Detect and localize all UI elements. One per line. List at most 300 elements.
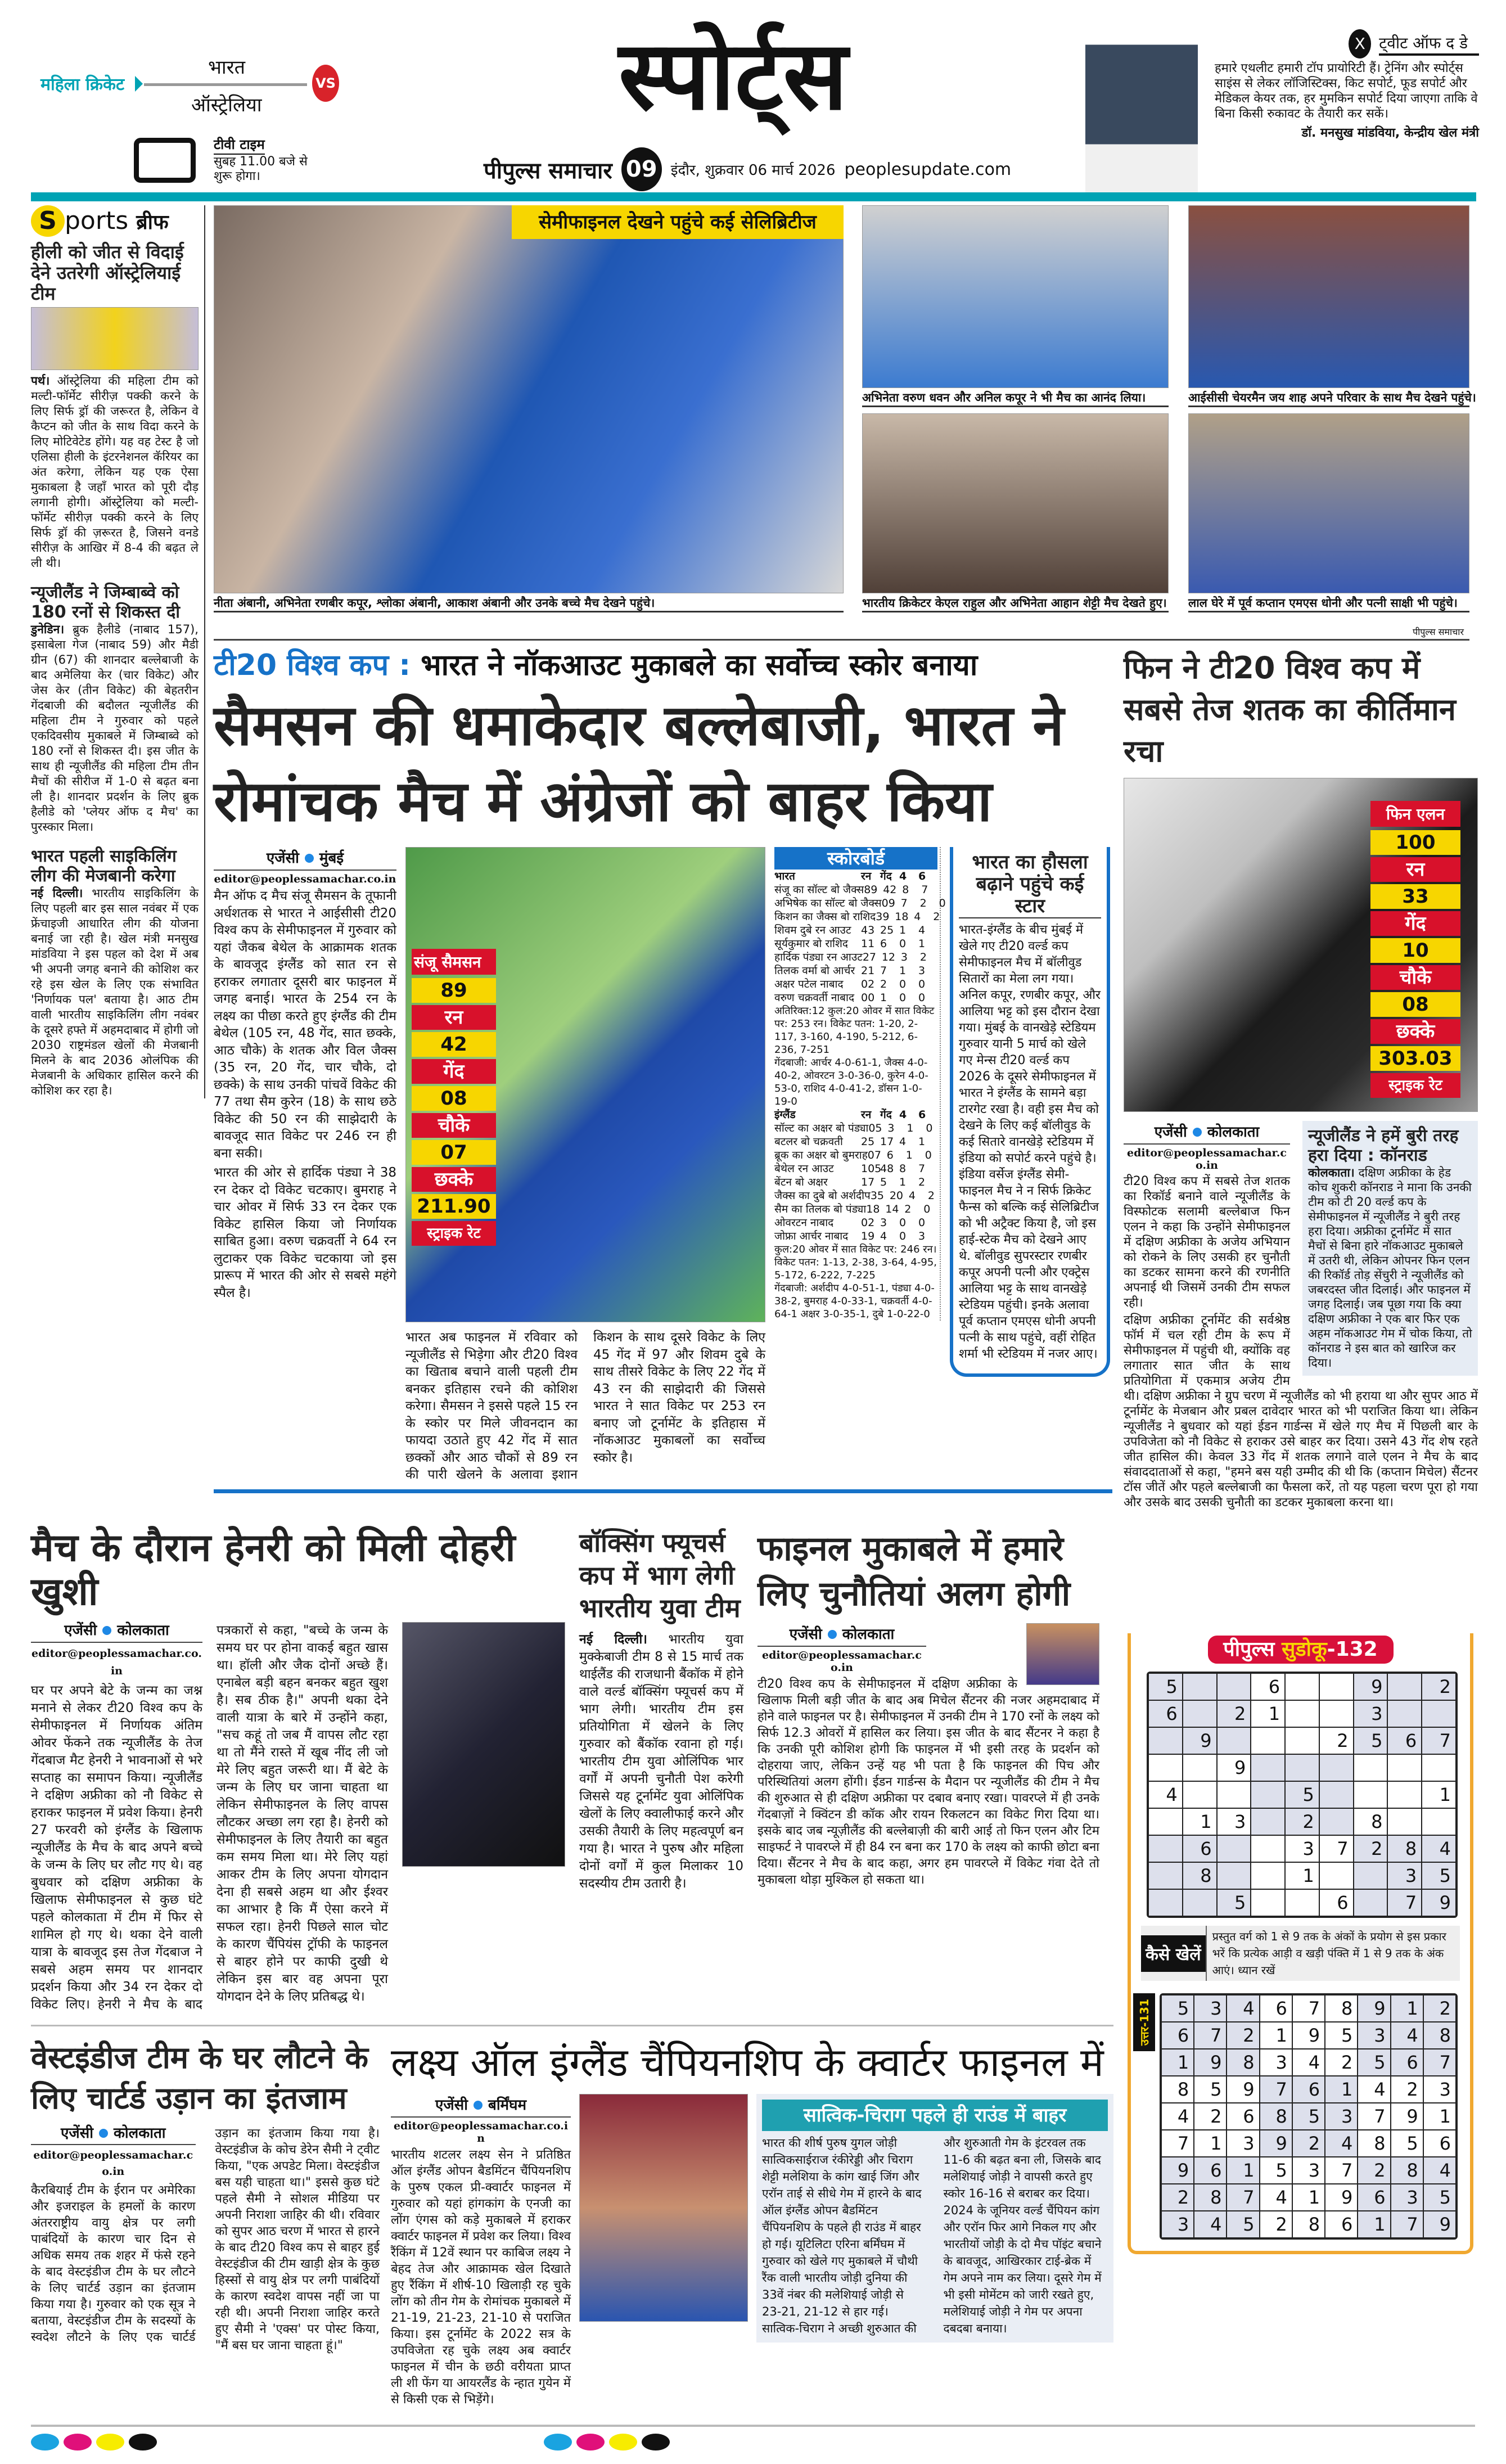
black-dot-icon	[642, 2434, 670, 2451]
solution-cell: 2	[1358, 2157, 1390, 2184]
lead-para: भारत की ओर से हार्दिक पंड्या ने 38 रन देकर दो विकेट चटकाए। बुमराह ने चार ओवर में सिर्फ 33 रन देकर एक विकेट हासिल किया जो निर्णायक साबित हुआ। वरुण चक्रवर्ती ने 64 रन लुटाकर एक विकेट चटकाया जो इस प्रारूप में भारत की ओर से सबसे महंगे स्पैल है।	[214, 1165, 396, 1300]
sudoku-cell	[1319, 1673, 1354, 1700]
stars-box-title: भारत का हौसला बढ़ाने पहुंचे कई स्टार	[959, 852, 1101, 918]
solution-cell: 2	[1161, 2184, 1194, 2211]
batter-row: संजू का सॉल्ट बो जैक्स 89 42 8 7	[774, 884, 928, 896]
solution-cell: 6	[1358, 2184, 1390, 2211]
solution-cell: 6	[1292, 2076, 1325, 2103]
gallery-banner: सेमीफाइनल देखने पहुंचे कई सेलिब्रिटीज	[512, 205, 844, 239]
sudoku-cell	[1422, 1754, 1456, 1781]
final-headline: फाइनल मुकाबले में हमारे लिए चुनौतियां अलग होगी	[757, 1529, 1071, 1614]
solution-cell: 9	[1227, 2076, 1259, 2103]
photo-caption: आईसीसी चेयरमैन जय शाह अपने परिवार के साथ मैच देखने पहुंचे।	[1188, 390, 1469, 407]
stars-box	[950, 847, 1110, 1377]
jay-shah-photo	[1188, 205, 1469, 388]
sudoku-cell: 6	[1148, 1700, 1183, 1727]
sudoku-cell: 7	[1319, 1835, 1354, 1862]
batter-row: सूर्यकुमार बो राशिद 11 6 0 1	[774, 938, 926, 950]
solution-cell: 9	[1423, 2211, 1456, 2238]
sudoku-cell	[1285, 1673, 1319, 1700]
sudoku-cell	[1285, 1700, 1319, 1727]
solution-cell: 9	[1358, 1995, 1390, 2022]
finn-allen-photo	[1124, 778, 1478, 1112]
player-name: फिन एलन	[1370, 801, 1460, 827]
photo-caption: भारतीय क्रिकेटर केएल राहुल और अभिनेता आहान शेट्टी मैच देखते हुए।	[862, 595, 1169, 612]
sudoku-cell	[1217, 1727, 1251, 1754]
lakshya-story: लक्ष्य ऑल इंग्लैंड चैंपियनशिप के क्वार्टर फाइनल में एजेंसी बर्मिंघम editor@peoplessamachar.co.in भारतीय शटलर लक्ष्य सेन ने प्रतिष्ठित ऑल इंग्लैंड ओपन बैडमिंटन चैंपियनशिप के पुरुष एकल प्री-क्वार्टर फाइनल में गुरुवार को यहां हांगकांग के एनजी का लोंग एंगस को कड़े मुकाबले में हराकर क्वार्टर फाइनल में प्रवेश कर लिया। विश्व रैंकिंग में 12वें स्थान पर काबिज लक्ष्य ने बेहद तेज और आक्रामक खेल दिखाते हुए रैंकिंग में शीर्ष-10 खिलाड़ी रह चुके लोंग को तीन गेम के रोमांचक मुकाबले में 21-19, 21-23, 21-10 से पराजित किया। इस टूर्नामेंट के 2022 सत्र के उपविजेता रह चुके लक्ष्य अब क्वार्टर फाइनल में चीन के छठी वरीयता प्राप्त ली शी फेंग या आयरलैंड के न्हात गुयेन में से किसी एक से भिड़ेंगे। सात्विक-चिराग पहले ही राउंड में बाहर भारत की शीर्ष पुरुष युगल जोड़ी सात्विकसाईराज रंकीरेड्डी और चिराग शेट्टी मलेशिया के कांग खाई जिंग और एरॉन ताई से सीधे गेम में हारने के बाद ऑल इंग्लैंड ओपन बैडमिंटन चैंपियनशिप के पहले ही राउंड में बाहर हो गई। यूटिलिटा एरिना बर्मिंघम में गुरुवार को खेले गए मुकाबले में चौथी रैंक वाली भारतीय जोड़ी दुनिया की 33वें नंबर की मलेशियाई जोड़ी से 23-21, 21-12 से हार गई। सात्विक-चिराग ने अच्छी शुरुआत की और शुरुआती गेम के इंटरवल तक 11-6 की बढ़त बना ली, जिसके बाद मलेशियाई जोड़ी ने वापसी करते हुए स्कोर 16-16 से बराबर कर दिया। 2024 के जूनियर वर्ल्ड चैंपियन कांग और एरॉन फिर आगे निकल गए और भारतीयों जोड़ी के दो मैच पॉइंट बचाने के बावजूद, आखिरकार टाई-ब्रेक में गेम अपने नाम कर लिया। दूसरे गेम में भी इसी मोमेंटम को जारी रखते हुए, मलेशियाई जोड़ी ने गेम पर अपना दबदबा बनाया।	[391, 2038, 1113, 2408]
sudoku-cell: 6	[1251, 1673, 1285, 1700]
registration-marks	[31, 2434, 161, 2453]
finn-stats: फिन एलन 100 रन 33 गेंद 10 चौके 08 छक्के 303.03 स्ट्राइक रेट	[1370, 801, 1460, 1100]
sudoku-cell	[1251, 1862, 1285, 1889]
solution-cell: 8	[1161, 2076, 1194, 2103]
editor-email[interactable]: editor@peoplessamachar.co.in	[1127, 1147, 1287, 1172]
solution-cell: 8	[1194, 2184, 1227, 2211]
sudoku-cell: 3	[1285, 1835, 1319, 1862]
photo-caption: अभिनेता वरुण धवन और अनिल कपूर ने भी मैच का आनंद लिया।	[862, 390, 1169, 407]
solution-cell: 5	[1423, 2184, 1456, 2211]
solution-cell: 6	[1161, 2022, 1194, 2049]
samson-stats: संजू सैमसन 89 रन 42 गेंद 08 चौके 07 छक्के 211.90 स्ट्राइक रेट	[412, 949, 496, 1246]
section-title: स्पोर्ट्स	[619, 20, 848, 132]
solution-cell: 9	[1194, 2049, 1227, 2076]
solution-cell: 1	[1194, 2130, 1227, 2157]
page-number: 09	[621, 147, 662, 191]
solution-cell: 3	[1227, 2130, 1259, 2157]
brief-1-body: ऑस्ट्रेलिया की महिला टीम को मल्टी-फॉर्मेट सीरीज़ पक्की करने के लिए सिर्फ ड्रॉ की जरूरत है, लेकिन वे कैप्टन को जीत के साथ विदा करने के लिए मोटिवेटेड होंगे। यह वह टेस्ट है जो एलिसा हीली के इंटरनेशनल कॅरियर का अंत करेगा, लेकिन यह एक ऐसा मुकाबला है जहाँ भारत को पूरी दौड़ लगानी होगी। ऑस्ट्रेलिया को मल्टी-फॉर्मेट सीरीज़ पक्की करने के लिए सिर्फ ड्रॉ की ज़रूरत है, जिसने वनडे सीरीज़ के आखिर में 8-4 की बढ़त ले ली थी।	[31, 374, 199, 570]
solution-cell: 4	[1227, 1995, 1259, 2022]
sudoku-cell	[1354, 1754, 1388, 1781]
scoreboard-header: इंग्लैंड रन गेंद 4 6	[774, 1109, 926, 1121]
solution-cell: 1	[1292, 2184, 1325, 2211]
cyan-dot-icon	[31, 2434, 59, 2451]
solution-cell: 7	[1292, 1995, 1325, 2022]
sudoku-cell	[1422, 1808, 1456, 1835]
sudoku-cell	[1251, 1781, 1285, 1808]
boxing-story: बॉक्सिंग फ्यूचर्स कप में भाग लेगी भारतीय युवा टीम नई दिल्ली। भारतीय युवा मुक्केबाजी टीम 8 से 15 मार्च तक थाईलैंड की राजधानी बैंकॉक में होने वाले वर्ल्ड बॉक्सिंग फ्यूचर्स कप में भाग लेगी। भारतीय टीम इस प्रतियोगिता में खेलने के लिए गुरुवार को बैंकॉक रवाना हो गई। भारतीय टीम युवा ओलिंपिक भार वर्गों में अपनी चुनौती पेश करेगी जिससे यह टूर्नामेंट युवा ओलिंपिक खेलों के लिए क्वालीफाई करने और उसकी तैयारी के लिए महत्वपूर्ण बन गया है। भारत ने पुरुष और महिला दोनों वर्गों में कुल मिलाकर 10 सदस्यीय टीम उतारी है।	[579, 1528, 743, 1891]
lower-left	[31, 1526, 1113, 2408]
solution-cell: 5	[1161, 1995, 1194, 2022]
sudoku-cell: 5	[1285, 1781, 1319, 1808]
boxing-headline: बॉक्सिंग फ्यूचर्स कप में भाग लेगी भारतीय युवा टीम	[579, 1528, 741, 1623]
conrad-title: न्यूजीलैंड ने हमें बुरी तरह हरा दिया : कॉनराड	[1308, 1126, 1459, 1165]
sudoku-cell: 8	[1183, 1862, 1217, 1889]
lead-story-col1: एजेंसी मुंबई editor@peoplessamachar.co.in मैन ऑफ द मैच संजू सैमसन के तूफानी अर्धशतक से भारत ने आईसीसी टी20 विश्व कप के सेमीफाइनल में गुरुवार को यहां जैकब बेथेल के आक्रामक शतक के बावजूद इंग्लैंड को सात रन से हराकर लगातार दूसरी बार फाइनल में जगह बनाई। भारत के 254 रन के लक्ष्य का पीछा करते हुए इंग्लैंड की टीम बेथेल (105 रन, 48 गेंद, सात छक्के, आठ चौके) के शतक और विल जैक्स (35 रन, 20 गेंद, चार चौके, दो छक्के) के साथ उनकी पांचवें विकेट की 77 तथा सैम कुरेन (18) के साथ छठे विकेट की 50 रन की साझेदारी के बावजूद सात विकेट पर 246 रन ही बना सकी। भारत की ओर से हार्दिक पंड्या ने 38 रन देकर दो विकेट चटकाए। बुमराह ने चार ओवर में सिर्फ 33 रन देकर एक विकेट हासिल किया जो निर्णायक साबित हुआ। वरुण चक्रवर्ती ने 64 रन लुटाकर एक विकेट चटकाया जो इस प्रारूप में भारत की ओर से सबसे महंगे स्पैल है।	[214, 847, 396, 1304]
stars-box-body: भारत-इंग्लैंड के बीच मुंबई में खेले गए टी20 वर्ल्ड कप सेमीफाइनल मैच में बॉलीवुड सितारों का मेला लग गया। अनिल कपूर, रणबीर कपूर, और आलिया भट्ट को इस दौरान देखा गया। मुंबई के वानखेड़े स्टेडियम गुरुवार यानी 5 मार्च को खेले गए मेन्स टी20 वर्ल्ड कप 2026 के दूसरे सेमीफाइनल में भारत ने इंग्लैंड के सामने बड़ा टारगेट रखा है। वही इस मैच को देखने के लिए कई बॉलीवुड के कई सितारे वानखेड़े स्टेडियम में इंडिया को सपोर्ट करने पहुंचे है। इंडिया वर्सेज इंग्लैंड सेमी-फाइनल मैच ने न सिर्फ क्रिकेट फैन्स को बल्कि कई सेलिब्रिटीज को भी अट्रैक्ट किया है, जो इस हाई-स्टेक मैच को देखने आए थे. बॉलीवुड सुपरस्टार रणबीर कपूर अपनी पत्नी और एक्ट्रेस आलिया भट्ट के साथ वानखेड़े स्टेडियम पहुंची। इनके अलावा पूर्व कप्तान एमएस धोनी अपनी पत्नी के साथ पहुंचे, वहीं रोहित शर्मा भी स्टेडियम में नजर आए।	[959, 923, 1101, 1362]
solution-cell: 8	[1260, 2103, 1292, 2130]
final-body: टी20 विश्व कप के सेमीफाइनल में दक्षिण अफ्रीका के खिलाफ मिली बड़ी जीत के बाद अब मिचेल सैंटनर की नजर अहमदाबाद में होने वाले फाइनल पर है। सेमीफाइनल में उनकी टीम ने 170 रनों के लक्ष्य को सिर्फ 12.3 ओवरों में हासिल कर लिया। इस जीत के बाद सैंटनर ने कहा है कि उनकी पूरी कोशिश होगी कि फाइनल में भी इसी तरह के प्रदर्शन को दोहराया जाए, लेकिन उन्हें यह भी पता है कि फाइनल की पिच और परिस्थितियां अलग होंगी। ईडन गार्डन्स के मैदान पर न्यूजीलैंड की टीम ने मैच की शुरुआत से ही दक्षिण अफ्रीका पर दबाव बनाए रखा। पावरप्ले में ही उनके गेंदबाज़ों ने क्विंटन डी कॉक और रायन रिकलटन का विकेट गिरा दिया था। इसके बाद जब न्यूज़ीलैंड की बल्लेबाज़ी की बारी आई तो फिन एलन और टिम साइफर्ट ने पावरप्ले में ही 84 रन बना कर 170 के लक्ष्य को काफी छोटा बना दिया। सैंटनर ने मैच के बाद कहा, अगर हम पावरप्ले में विकेट गंवा देते तो मुकाबला थोड़ा मुश्किल हो सकता था।	[757, 1677, 1099, 1887]
sudoku-cell: 1	[1285, 1862, 1319, 1889]
bowling-summary: गेंदबाजी: आर्चर 4-0-61-1, जैक्स 4-0-40-2, ओवरटन 3-0-36-0, कुरेन 4-0-53-0, राशिद 4-0-41-2, डॉसन 1-0-19-0	[774, 1057, 928, 1107]
healy-photo	[31, 307, 199, 370]
finn-area	[1124, 647, 1478, 1512]
solution-cell: 3	[1423, 2076, 1456, 2103]
sudoku-cell	[1183, 1781, 1217, 1808]
solution-cell: 4	[1423, 2157, 1456, 2184]
windies-body: कैरबियाई टीम के ईरान पर अमेरिका और इजराइल के हमलों के कारण अंतरराष्ट्रीय वायु क्षेत्र पर लगी पाबंदियों के कारण चार दिन से अधिक समय तक शहर में फंसे रहने के बाद वेस्टइंडीज टीम के घर लौटने के लिए चार्टर्ड उड़ान का इंतजाम किया गया है। गुरुवार को एक सूत्र ने बताया, वेस्टइंडीज टीम के सदस्यों के स्वदेश लौटने के लिए एक चार्टर्ड उड़ान का इंतजाम किया गया है। वेस्टइंडीज के कोच डेरेन सैमी ने ट्वीट किया, "एक अपडेट मिला। वेस्टइंडीज बस यही चाहता था।" इससे कुछ घंटे पहले सैमी ने सोशल मीडिया पर अपनी निराशा जाहिर की थी। रविवार को सुपर आठ चरण में भारत से हारने के बाद टी20 विश्व कप से बाहर हुई वेस्टइंडीज की टीम खाड़ी क्षेत्र के कुछ हिस्सों से वायु क्षेत्र पर लगी पाबंदियों के कारण स्वदेश वापस नहीं जा पा रही थी। अपनी निराशा जाहिर करते हुए सैमी ने 'एक्स' पर पोस्ट किया, "मैं बस घर जाना चाहता हूं।"	[31, 2127, 380, 2353]
x-logo-icon: X	[1349, 29, 1371, 58]
sudoku-cell	[1148, 1754, 1183, 1781]
sudoku-panel	[1128, 1633, 1473, 2254]
solution-cell: 7	[1358, 2103, 1390, 2130]
sudoku-cell: 2	[1354, 1835, 1388, 1862]
celebrity-main-photo	[214, 205, 844, 593]
team1-label: भारत	[208, 56, 245, 79]
sudoku-cell	[1148, 1835, 1183, 1862]
solution-cell: 1	[1358, 2211, 1390, 2238]
tweet-text: हमारे एथलीट हमारी टॉप प्रायोरिटी हैं। ट्रेनिंग और स्पोर्ट्स साइंस से लेकर लॉजिस्टिक्स, किट सपोर्ट, फूड सपोर्ट और मेडिकल केयर तक, हर मुमकिन सपोर्ट दिया जाएगा ताकि वे बिना किसी रुकावट के तैयारी कर सकें।	[1215, 61, 1478, 121]
conrad-box: न्यूजीलैंड ने हमें बुरी तरह हरा दिया : कॉनराड कोलकाता। दक्षिण अफ्रीका के हेड कोच शुकरी कॉनराड ने माना कि उनकी टीम को टी 20 वर्ल्ड कप के सेमीफाइनल में न्यूजीलैंड ने बुरी तरह हरा दिया। अफ्रीका टूर्नामेंट में सात मैचों से बिना हारे नॉकआउट मुकाबले में उतरी थी, लेकिन ओपनर फिन एलन की रिकॉर्ड तोड़ सेंचुरी ने न्यूजीलैंड को जबरदस्त जीत दिलाई। और फाइनल में जगह दिलाई। जब पूछा गया कि क्या दक्षिण अफ्रीका ने एक बार फिर एक अहम नॉकआउट गेम में चोक किया, तो कॉनराड ने इस बात को खारिज कर दिया।	[1302, 1121, 1478, 1376]
brief-1-title: हीली को जीत से विदाई देने उतरेगी ऑस्ट्रेलियाई टीम	[31, 241, 184, 304]
solution-cell: 7	[1161, 2130, 1194, 2157]
sudoku-cell	[1217, 1862, 1251, 1889]
solution-cell: 4	[1292, 2049, 1325, 2076]
tv-time: सुबह 11.00 बजे से शुरू होगा।	[214, 155, 308, 183]
final-story: फाइनल मुकाबले में हमारे लिए चुनौतियां अलग होगी एजेंसी कोलकाता editor@peoplessamachar.co.in टी20 विश्व कप के सेमीफाइनल में दक्षिण अफ्रीका के खिलाफ मिली बड़ी जीत के बाद अब मिचेल सैंटनर की नजर अहमदाबाद में होने वाले फाइनल पर है। सेमीफाइनल में उनकी टीम ने 170 रनों के लक्ष्य को सिर्फ 12.3 ओवरों में हासिल कर लिया। इस जीत के बाद सैंटनर ने कहा है कि उनकी पूरी कोशिश होगी कि फाइनल में भी इसी तरह के प्रदर्शन को दोहराया जाए, लेकिन उन्हें यह भी पता है कि फाइनल की पिच और परिस्थितियां अलग होंगी। ईडन गार्डन्स के मैदान पर न्यूजीलैंड की टीम ने मैच की शुरुआत से ही दक्षिण अफ्रीका पर दबाव बनाए रखा। पावरप्ले में ही उनके गेंदबाज़ों ने क्विंटन डी कॉक और रायन रिकलटन का विकेट गिरा दिया था। इसके बाद जब न्यूज़ीलैंड की बल्लेबाज़ी की बारी आई तो फिन एलन और टिम साइफर्ट ने पावरप्ले में ही 84 रन बना कर 170 के लक्ष्य को काफी छोटा बना दिया। सैंटनर ने मैच के बाद कहा, अगर हम पावरप्ले में विकेट गंवा देते तो मुकाबला थोड़ा मुश्किल हो सकता था।	[757, 1526, 1099, 1888]
sudoku-cell	[1387, 1808, 1422, 1835]
solution-cell: 1	[1227, 2157, 1259, 2184]
tweet-title: ट्वीट ऑफ द डे	[1379, 32, 1479, 56]
solution-cell: 4	[1391, 2022, 1423, 2049]
sudoku-cell: 3	[1387, 1862, 1422, 1889]
sudoku-cell: 7	[1422, 1727, 1456, 1754]
top-band	[31, 205, 1478, 1512]
lakshya-headline: लक्ष्य ऑल इंग्लैंड चैंपियनशिप के क्वार्टर फाइनल में	[391, 2039, 1104, 2086]
tweet-author: डॉ. मनसुख मांडविया, केन्द्रीय खेल मंत्री	[1301, 126, 1479, 140]
lead-para: भारत अब फाइनल में रविवार को न्यूजीलैंड से भिड़ेगा और टी20 विश्व का खिताब बचाने वाली पहली टीम बनकर इतिहास रचने की कोशिश करेगा। सैमसन ने इससे पहले 15 रन के स्कोर पर मिले जीवनदान का फायदा उठाते हुए 42 गेंद में सात छक्कों और आठ चौकों से 89 रन की पारी खेलने के अलावा इशान किशन के साथ दूसरे विकेट के लिए 45 गेंद में 97 और शिवम दुबे के साथ तीसरे विकेट के लिए 22 गेंद में 43 रन की साझेदारी की जिससे भारत ने सात विकेट पर 253 रन बनाए जो टूर्नामेंट के इतिहास में नॉकआउट मुकाबलों का सर्वोच्च स्कोर है।	[405, 1330, 765, 1482]
cyan-dot-icon	[544, 2434, 572, 2451]
windies-story: वेस्टइंडीज टीम के घर लौटने के लिए चार्टर्ड उड़ान का इंतजाम एजेंसी कोलकाता editor@peoplessamachar.co.in कैरबियाई टीम के ईरान पर अमेरिका और इजराइल के हमलों के कारण अंतरराष्ट्रीय वायु क्षेत्र पर लगी पाबंदियों के कारण चार दिन से अधिक समय तक शहर में फंसे रहने के बाद वेस्टइंडीज टीम के घर लौटने के लिए चार्टर्ड उड़ान का इंतजाम किया गया है। गुरुवार को एक सूत्र ने बताया, वेस्टइंडीज टीम के सदस्यों के स्वदेश लौटने के लिए एक चार्टर्ड उड़ान का इंतजाम किया गया है। वेस्टइंडीज के कोच डेरेन सैमी ने ट्वीट किया, "एक अपडेट मिला। वेस्टइंडीज बस यही चाहता था।" इससे कुछ घंटे पहले सैमी ने सोशल मीडिया पर अपनी निराशा जाहिर की थी। रविवार को सुपर आठ चरण में भारत से हारने के बाद टी20 विश्व कप से बाहर हुई वेस्टइंडीज की टीम खाड़ी क्षेत्र के कुछ हिस्सों से वायु क्षेत्र पर लगी पाबंदियों के कारण स्वदेश वापस नहीं जा पा रही थी। अपनी निराशा जाहिर करते हुए सैमी ने 'एक्स' पर पोस्ट किया, "मैं बस घर जाना चाहता हूं।"	[31, 2038, 380, 2354]
vs-badge: VS	[312, 65, 339, 102]
solution-cell: 3	[1194, 1995, 1227, 2022]
editor-email[interactable]: editor@peoplessamachar.co.in	[762, 1649, 922, 1674]
sudoku-cell: 2	[1217, 1700, 1251, 1727]
black-dot-icon	[129, 2434, 157, 2451]
lakshya-body: भारतीय शटलर लक्ष्य सेन ने प्रतिष्ठित ऑल इंग्लैंड ओपन बैडमिंटन चैंपियनशिप के पुरुष एकल प्री-क्वार्टर फाइनल में गुरुवार को यहां हांगकांग के एनजी का लोंग एंगस को कड़े मुकाबले में हराकर क्वार्टर फाइनल में प्रवेश कर लिया। विश्व रैंकिंग में 12वें स्थान पर काबिज लक्ष्य ने बेहद तेज और आक्रामक खेल दिखाते हुए रैंकिंग में शीर्ष-10 खिलाड़ी रह चुके लोंग को तीन गेम के रोमांचक मुकाबले में 21-19, 21-23, 21-10 से पराजित किया। इस टूर्नामेंट के 2022 सत्र के उपविजेता रह चुके लक्ष्य अब क्वार्टर फाइनल में चीन के छठी वरीयता प्राप्त ली शी फेंग या आयरलैंड के न्हात गुयेन में से किसी एक से भिड़ेंगे।	[391, 2148, 571, 2407]
solution-cell: 3	[1325, 2103, 1358, 2130]
sudoku-cell: 5	[1354, 1727, 1388, 1754]
varun-anil-photo	[862, 205, 1169, 388]
sudoku-cell: 6	[1387, 1727, 1422, 1754]
batter-row: सॉल्ट का अक्षर बो पंड्या 05 3 1 0	[774, 1122, 933, 1134]
batter-row: बेथेल रन आउट 105 48 8 7	[774, 1163, 926, 1175]
lower-band	[31, 1526, 1475, 2408]
sudoku-cell	[1251, 1835, 1285, 1862]
sudoku-cell: 5	[1217, 1889, 1251, 1916]
sudoku-cell	[1183, 1889, 1217, 1916]
solution-cell: 3	[1391, 2184, 1423, 2211]
lower-row-1	[31, 1526, 1113, 2013]
sudoku-cell: 9	[1217, 1754, 1251, 1781]
sudoku-cell: 7	[1387, 1889, 1422, 1916]
lead-area	[214, 647, 1112, 1493]
solution-cell: 9	[1391, 2103, 1423, 2130]
editor-email[interactable]: editor@peoplessamachar.co.in	[214, 873, 396, 885]
batter-row: सैम का तिलक बो पंड्या 18 14 2 0	[774, 1203, 931, 1215]
dhoni-photo	[1188, 413, 1469, 593]
yellow-dot-icon	[609, 2434, 637, 2451]
sudoku-cell	[1319, 1862, 1354, 1889]
batter-row: बेंटन बो अक्षर 17 5 1 2	[774, 1176, 926, 1188]
solution-cell: 7	[1194, 2022, 1227, 2049]
dot-icon	[305, 854, 314, 863]
sudoku-cell	[1148, 1889, 1183, 1916]
solution-cell: 9	[1292, 2022, 1325, 2049]
dot-icon	[1193, 1128, 1202, 1137]
solution-cell: 5	[1194, 2076, 1227, 2103]
sudoku-cell: 4	[1148, 1781, 1183, 1808]
sudoku-cell: 5	[1148, 1673, 1183, 1700]
solution-cell: 4	[1194, 2211, 1227, 2238]
satvik-box-body: भारत की शीर्ष पुरुष युगल जोड़ी सात्विकसाईराज रंकीरेड्डी और चिराग शेट्टी मलेशिया के कांग खाई जिंग और एरॉन ताई से सीधे गेम में हारने के बाद ऑल इंग्लैंड ओपन बैडमिंटन चैंपियनशिप के पहले ही राउंड में बाहर हो गई। यूटिलिटा एरिना बर्मिंघम में गुरुवार को खेले गए मुकाबले में चौथी रैंक वाली भारतीय जोड़ी दुनिया की 33वें नंबर की मलेशियाई जोड़ी से 23-21, 21-12 से हार गई। सात्विक-चिराग ने अच्छी शुरुआत की और शुरुआती गेम के इंटरवल तक 11-6 की बढ़त बना ली, जिसके बाद मलेशियाई जोड़ी ने वापसी करते हुए स्कोर 16-16 से बराबर कर दिया। 2024 के जूनियर वर्ल्ड चैंपियन कांग और एरॉन फिर आगे निकल गए और भारतीयों जोड़ी के दो मैच पॉइंट बचाने के बावजूद, आखिरकार टाई-ब्रेक में गेम अपने नाम कर लिया। दूसरे गेम में भी इसी मोमेंटम को जारी रखते हुए, मलेशियाई जोड़ी ने गेम पर अपना दबदबा बनाया।	[762, 2136, 1102, 2336]
sudoku-cell: 3	[1217, 1808, 1251, 1835]
solution-cell: 1	[1423, 2103, 1456, 2130]
sudoku-cell	[1217, 1835, 1251, 1862]
sudoku-title: पीपुल्स सुडोकू-132	[1208, 1636, 1394, 1664]
satvik-box-title: सात्विक-चिराग पहले ही राउंड में बाहर	[762, 2100, 1108, 2131]
batter-row: ब्रूक का अक्षर बो बुमराह 07 6 1 0	[774, 1149, 932, 1161]
solution-cell: 4	[1325, 2130, 1358, 2157]
batter-row: शिवम दुबे रन आउट 43 25 1 4	[774, 924, 926, 936]
solution-cell: 8	[1227, 2049, 1259, 2076]
solution-cell: 5	[1292, 2103, 1325, 2130]
finn-headline: फिन ने टी20 विश्व कप में सबसे तेज शतक का कीर्तिमान रचा	[1124, 650, 1456, 769]
sudoku-cell	[1183, 1754, 1217, 1781]
finn-para: टी20 विश्व कप में सबसे तेज शतक का रिकॉर्ड बनाने वाले न्यूजीलैंड के विस्फोटक सलामी बल्लेबाज फिन एलन ने कहा कि उन्होंने सेमीफाइनल में दक्षिण अफ्रीका के अजेय अभियान को रोकने के लिए उसकी हर चुनौती का डटकर सामना करने की रणनीति अपनाई थी जिसमें उनकी टीम सफल रही।	[1124, 1174, 1290, 1310]
solution-cell: 7	[1227, 2184, 1259, 2211]
scoreboard-title: स्कोरबोर्ड	[774, 847, 937, 870]
sudoku-cell: 2	[1319, 1727, 1354, 1754]
batter-row: जोफ्रा आर्चर नाबाद 19 4 0 3	[774, 1230, 926, 1242]
solution-cell: 6	[1227, 2103, 1259, 2130]
how-to-play	[1141, 1926, 1460, 1981]
sports-brief-column: S ports ब्रीफ हीली को जीत से विदाई देने उतरेगी ऑस्ट्रेलियाई टीम पर्थ। ऑस्ट्रेलिया की महिला टीम को मल्टी-फॉर्मेट सीरीज़ पक्की करने के लिए सिर्फ ड्रॉ की जरूरत है, लेकिन वे कैप्टन को जीत के साथ विदा करने के लिए मोटिवेटेड होंगे। यह वह टेस्ट है जो एलिसा हीली के इंटरनेशनल कॅरियर का अंत करेगा, लेकिन यह एक ऐसा मुकाबला है जहाँ भारत को पूरी दौड़ लगानी होगी। ऑस्ट्रेलिया को मल्टी-फॉर्मेट सीरीज़ पक्की करने के लिए सिर्फ ड्रॉ की ज़रूरत है, जिसने वनडे सीरीज़ के आखिर में 8-4 की बढ़त ले ली थी। न्यूजीलैंड ने जिम्बाब्वे को 180 रनों से शिकस्त दी डुनेडिन। ब्रुक हैलीडे (नाबाद 157), इसाबेला गेज (नाबाद 59) और मैडी ग्रीन (67) की शानदार बल्लेबाजी के बाद अमेलिया केर (चार विकेट) और जेस केर (तीन विकेट) की बेहतरीन गेंदबाजी की बदौलत न्यूजीलैंड की महिला टीम ने गुरुवार को पहले एकदिवसीय मुकाबले में जिम्बाब्वे को 180 रनों से शिकस्त दी। इस जीत के साथ ही न्यूजीलैंड की महिला टीम तीन मैचों की सीरीज में 1-0 से बढ़त बना ली है। शानदार प्रदर्शन के लिए ब्रुक हैलीडे को 'प्लेयर ऑफ द मैच' का पुरस्कार मिला। भारत पहली साइकिलिंग लीग की मेजबानी करेगा नई दिल्ली। भारतीय साइकिलिंग के लिए पहली बार इस साल नवंबर में एक फ्रेंचाइजी आधारित लीग की योजना बनाई जा रही है। खेल मंत्री मनसुख मांडविया ने इस पहल को देश में अब भी अपनी जगह बनाने की कोशिश कर रहे इस खेल के लिए एक संभावित 'निर्णायक पल' बताया है। आठ टीम वाली भारतीय साइकिलिंग लीग नवंबर के दूसरे हफ्ते में अहमदाबाद में होगी जो 2030 राष्ट्रमंडल खेलों की मेजबानी मिलने के बाद 2036 ओलंपिक की मेजबानी के अधिकार हासिल करने की कोशिश कर रहा है।	[31, 205, 205, 1098]
solution-cell: 8	[1423, 2022, 1456, 2049]
solution-cell: 6	[1194, 2157, 1227, 2184]
solution-cell: 7	[1325, 2157, 1358, 2184]
conrad-body: दक्षिण अफ्रीका के हेड कोच शुकरी कॉनराड ने माना कि उनकी टीम को टी 20 वर्ल्ड कप के सेमीफाइनल में न्यूजीलैंड ने बुरी तरह हरा दिया। अफ्रीका टूर्नामेंट में सात मैचों से बिना हारे नॉकआउट मुकाबले में उतरी थी, लेकिन ओपनर फिन एलन की रिकॉर्ड तोड़ सेंचुरी ने न्यूजीलैंड को जबरदस्त जीत दिलाई। और फाइनल में जगह दिलाई। जब पूछा गया कि क्या दक्षिण अफ्रीका ने एक बार फिर एक अहम नॉकआउट गेम में चोक किया, तो कॉनराड ने इस बात को खारिज कर दिया।	[1308, 1166, 1472, 1370]
sudoku-cell	[1217, 1781, 1251, 1808]
solution-cell: 3	[1358, 2022, 1390, 2049]
sudoku-cell: 1	[1422, 1781, 1456, 1808]
dot-icon	[99, 2129, 108, 2138]
magenta-dot-icon	[576, 2434, 605, 2451]
solution-cell: 9	[1161, 2157, 1194, 2184]
solution-cell: 8	[1391, 2157, 1423, 2184]
editor-email[interactable]: editor@peoplessamachar.co.in	[31, 1647, 202, 1678]
matt-henry-photo	[402, 1622, 565, 1867]
scoreboard-header: भारत रन गेंद 4 6	[774, 870, 926, 882]
solution-cell: 2	[1391, 2076, 1423, 2103]
solution-cell: 2	[1292, 2130, 1325, 2157]
solution-cell: 3	[1292, 2157, 1325, 2184]
sports-brief-logo: S ports ब्रीफ	[31, 205, 199, 238]
lower-row-2	[31, 2038, 1113, 2408]
lead-and-finn	[214, 647, 1478, 1512]
solution-cell: 1	[1260, 2022, 1292, 2049]
sudoku-cell: 3	[1354, 1700, 1388, 1727]
solution-cell: 2	[1194, 2103, 1227, 2130]
lakshya-sen-photo	[579, 2094, 748, 2322]
lead-para: मैन ऑफ द मैच संजू सैमसन के तूफानी अर्धशतक से भारत ने आईसीसी टी20 विश्व कप के सेमीफाइनल में गुरुवार को यहां जैकब बेथेल के आक्रामक शतक के बावजूद इंग्लैंड को सात रन से हराकर लगातार दूसरी बार फाइनल में जगह बनाई। भारत के 254 रन के लक्ष्य का पीछा करते हुए इंग्लैंड की टीम बेथेल (105 रन, 48 गेंद, सात छक्के, आठ चौके) के शतक और विल जैक्स (35 रन, 20 गेंद, चार चौके, दो छक्के) के साथ उनकी पांचवें विकेट की 77 तथा सैम कुरेन (18) के साथ छठे विकेट की 50 रन की साझेदारी के बावजूद सात विकेट पर 246 रन ही बना सकी।	[214, 889, 396, 1161]
sudoku-cell	[1251, 1754, 1285, 1781]
batter-row: हार्दिक पंड्या रन आउट 27 12 3 2	[774, 951, 927, 963]
sudoku-cell: 8	[1354, 1808, 1388, 1835]
batter-row: ओवरटन नाबाद 02 3 0 0	[774, 1217, 926, 1229]
solution-cell: 6	[1391, 2049, 1423, 2076]
dot-icon	[102, 1626, 111, 1635]
solution-cell: 7	[1391, 2211, 1423, 2238]
sudoku-cell	[1148, 1727, 1183, 1754]
women-cricket-label: महिला क्रिकेट	[40, 75, 125, 94]
sudoku-cell	[1148, 1808, 1183, 1835]
sudoku-cell	[1422, 1700, 1456, 1727]
solution-cell: 5	[1391, 2130, 1423, 2157]
sudoku-cell	[1319, 1781, 1354, 1808]
dot-icon	[828, 1630, 837, 1639]
brief-2-title: न्यूजीलैंड ने जिम्बाब्वे को 180 रनों से शिकस्त दी	[31, 583, 181, 622]
henry-headline: मैच के दौरान हेनरी को मिली दोहरी खुशी	[31, 1526, 516, 1615]
solution-cell: 4	[1358, 2076, 1390, 2103]
solution-cell: 9	[1260, 2130, 1292, 2157]
sudoku-cell	[1251, 1808, 1285, 1835]
solution-cell: 4	[1260, 2184, 1292, 2211]
solution-cell: 3	[1260, 2049, 1292, 2076]
bowling-summary: गेंदबाजी: अर्शदीप 4-0-51-1, पंड्या 4-0-38-2, बुमराह 4-0-33-1, चक्रवर्ती 4-0-64-1 अक्षर 3-0-35-1, दुबे 1-0-22-0	[774, 1282, 935, 1320]
samson-photo	[405, 847, 765, 1322]
solution-cell: 3	[1161, 2211, 1194, 2238]
sudoku-cell	[1183, 1700, 1217, 1727]
batter-row: जैक्स का दुबे बो अर्शदीप 35 20 4 2	[774, 1190, 935, 1202]
answer-label: उत्तर-131	[1133, 1993, 1155, 2051]
sudoku-cell: 9	[1354, 1673, 1388, 1700]
sudoku-cell	[1148, 1862, 1183, 1889]
sudoku-cell: 6	[1319, 1889, 1354, 1916]
sudoku-cell: 1	[1183, 1808, 1217, 1835]
sudoku-puzzle-grid	[1147, 1672, 1458, 1918]
batter-row: अक्षर पटेल नाबाद 02 2 0 0	[774, 978, 926, 990]
henry-body: घर पर अपने बेटे के जन्म का जश्न मनाने से लेकर टी20 विश्व कप के सेमीफाइनल में निर्णायक अंतिम ओवर फेंकने तक न्यूजीलैंड के तेज गेंदबाज मैट हेनरी ने भावनाओं से भरे सप्ताह का समापन किया। न्यूजीलैंड ने दक्षिण अफ्रीका को नौ विकेट से हराकर फाइनल में प्रवेश किया। हेनरी 27 फरवरी को इंग्लैंड के खिलाफ न्यूजीलैंड के मैच के बाद अपने बच्चे के जन्म के लिए घर लौट गए थे। वह बुधवार को दक्षिण अफ्रीका के खिलाफ सेमीफाइनल से कुछ घंटे पहले कोलकाता में टीम में फिर से शामिल हो गए थे। थका देने वाली यात्रा के बावजूद इस तेज गेंदबाज ने सबसे अहम समय पर शानदार प्रदर्शन किया और 34 रन देकर दो विकेट लिए। हेनरी ने मैच के बाद पत्रकारों से कहा, "बच्चे के जन्म के समय घर पर होना वाकई बहुत खास था। हॉली और जैक दोनों अच्छे हैं। एनाबेल बड़ी बहन बनकर बहुत खुश है। सब ठीक है।" अपनी थका देने वाली यात्रा के बारे में उन्होंने कहा, "सच कहूं तो जब मैं वापस लौट रहा था तो मैंने रास्ते में खूब नींद ली जो मेरे लिए बहुत जरूरी था। मैं बेटे के जन्म के लिए घर जाना चाहता था लेकिन सेमीफाइनल के लिए वापस लौटकर अच्छा लग रहा है। हेनरी को सेमीफाइनल के लिए तैयारी का बहुत कम समय मिला था। मेरे लिए यहां आकर टीम के लिए अपना योगदान देना ही सबसे अहम था और ईश्वर का आभार है कि मैं ऐसा करने में सफल रहा। हेनरी पिछले साल चोट के कारण चैंपियंस ट्रॉफी के फाइनल से बाहर होने पर काफी दुखी थे लेकिन इस बार वह अपना पूरा योगदान देने के लिए प्रतिबद्ध थे।	[31, 1623, 388, 2012]
sudoku-cell	[1319, 1808, 1354, 1835]
lead-headline: सैमसन की धमाकेदार बल्लेबाजी, भारत ने रोमांचक मैच में अंग्रेजों को बाहर किया	[214, 692, 1064, 834]
batter-row: तिलक वर्मा बो आर्चर 21 7 1 3	[774, 965, 926, 977]
sudoku-cell	[1319, 1754, 1354, 1781]
magenta-dot-icon	[64, 2434, 92, 2451]
sudoku-cell	[1319, 1700, 1354, 1727]
sudoku-solution-grid	[1160, 1993, 1458, 2240]
solution-cell: 1	[1391, 1995, 1423, 2022]
solution-cell: 7	[1260, 2076, 1292, 2103]
solution-cell: 7	[1423, 2049, 1456, 2076]
yellow-dot-icon	[96, 2434, 124, 2451]
brief-3-body: भारतीय साइकिलिंग के लिए पहली बार इस साल नवंबर में एक फ्रेंचाइजी आधारित लीग की योजना बनाई जा रही है। खेल मंत्री मनसुख मांडविया ने इस पहल को देश में अब भी अपनी जगह बनाने की कोशिश कर रहे इस खेल के लिए एक संभावित 'निर्णायक पल' बताया है। आठ टीम वाली भारतीय साइकिलिंग लीग नवंबर के दूसरे हफ्ते में अहमदाबाद में होगी जो 2030 राष्ट्रमंडल खेलों की मेजबानी मिलने के बाद 2036 ओलंपिक की मेजबानी के अधिकार हासिल करने की कोशिश कर रहा है।	[31, 886, 199, 1098]
solution-cell: 2	[1260, 2211, 1292, 2238]
how-to-play-text: प्रस्तुत वर्ग को 1 से 9 तक के अंकों के प्रयोग से इस प्रकार भरें कि प्रत्येक आड़ी व खड़ी पंक्ति में 1 से 9 तक के अंक आएं। ध्यान रखें	[1206, 1926, 1460, 1981]
kl-rahul-photo	[862, 413, 1169, 593]
photo-credit: पीपुल्स समाचार	[214, 624, 1469, 641]
brief-2-body: ब्रुक हैलीडे (नाबाद 157), इसाबेला गेज (नाबाद 59) और मैडी ग्रीन (67) की शानदार बल्लेबाजी के बाद अमेलिया केर (चार विकेट) और जेस केर (तीन विकेट) की बेहतरीन गेंदबाजी की बदौलत न्यूजीलैंड की महिला टीम ने गुरुवार को पहले एकदिवसीय मुकाबले में जिम्बाब्वे को 180 रनों से शिकस्त दी। इस जीत के साथ ही न्यूजीलैंड की महिला टीम तीन मैचों की सीरीज में 1-0 से बढ़त बना ली है। शानदार प्रदर्शन के लिए ब्रुक हैलीडे को 'प्लेयर ऑफ द मैच' का पुरस्कार मिला।	[31, 623, 199, 834]
solution-cell: 6	[1423, 2130, 1456, 2157]
sudoku-cell	[1285, 1727, 1319, 1754]
solution-cell: 5	[1227, 2211, 1259, 2238]
batter-row: बटलर बो चक्रवती 25 17 4 1	[774, 1136, 926, 1148]
main-area	[205, 205, 1478, 1512]
batting-summary: कुल:20 ओवर में सात विकेट पर: 246 रन। विकेट पतन: 1-13, 2-38, 3-64, 4-95, 5-172, 6-222, 7-225	[774, 1244, 937, 1281]
sudoku-cell	[1354, 1781, 1388, 1808]
solution-cell: 1	[1161, 2049, 1194, 2076]
sudoku-cell	[1354, 1889, 1388, 1916]
website-link[interactable]: peoplesupdate.com	[844, 159, 1012, 179]
sudoku-cell: 9	[1183, 1727, 1217, 1754]
photo-caption: लाल घेरे में पूर्व कप्तान एमएस धोनी और पत्नी साक्षी भी पहुंचे।	[1188, 595, 1469, 612]
registration-marks	[544, 2434, 674, 2453]
sudoku-cell	[1387, 1700, 1422, 1727]
gallery	[214, 205, 1476, 624]
windies-headline: वेस्टइंडीज टीम के घर लौटने के लिए चार्टर्ड उड़ान का इंतजाम	[31, 2040, 368, 2116]
sudoku-cell	[1354, 1862, 1388, 1889]
sudoku-cell: 6	[1183, 1835, 1217, 1862]
paper-name-logo: पीपुल्स समाचार	[484, 157, 612, 184]
santner-photo	[1026, 1623, 1099, 1685]
sudoku-cell	[1387, 1781, 1422, 1808]
batting-summary: अतिरिक्त:12 कुल:20 ओवर में सात विकेट पर: 253 रन। विकेट पतन: 1-20, 2-117, 3-160, 4-190, 5-212, 6-236, 7-251	[774, 1005, 935, 1056]
finn-para: दक्षिण अफ्रीका टूर्नामेंट की सर्वश्रेष्ठ फॉर्म में चल रही टीम के रूप में सेमीफाइनल में पहुंची थी, क्योंकि वह लगातार सात जीत के साथ प्रतियोगिता में एकमात्र अजेय टीम थी। दक्षिण अफ्रीका ने ग्रुप चरण में न्यूजीलैंड को भी हराया था और सुपर आठ में टूर्नामेंट के मेजबान और प्रबल दावेदार भारत को भी पराजित किया था। लेकिन न्यूजीलैंड ने बुधवार को यहां ईडन गार्डन्स में खेले गए मैच में पिछली बार के उपविजेता को नौ विकेट से हराकर उसे बाहर कर दिया। उसने 43 गेंद शेष रहते जीत हासिल की। केवल 33 गेंद में शतक लगाने वाले एलन ने मैच के बाद संवाददाताओं से कहा, "हमने बस यही उम्मीद की थी कि (कप्तान मिचेल) सैंटनर टॉस जीतें और पहले बल्लेबाजी का फैसला करें, तो यह पहला चरण पूरा हो गया और उसके बाद उसकी चुनौती का डटकर मुकाबला करना था।	[1124, 1313, 1478, 1510]
solution-cell: 2	[1423, 1995, 1456, 2022]
lead-subhead: टी20 विश्व कप : भारत ने नॉकआउट मुकाबले का सर्वोच्च स्कोर बनाया	[214, 648, 978, 682]
scoreboard	[774, 847, 946, 1321]
solution-cell: 1	[1325, 2076, 1358, 2103]
sudoku-cell	[1217, 1673, 1251, 1700]
sudoku-cell: 8	[1387, 1835, 1422, 1862]
sudoku-cell: 9	[1422, 1889, 1456, 1916]
solution-cell: 5	[1260, 2157, 1292, 2184]
batter-row: अभिषेक का सॉल्ट बो जैक्स 09 7 2 0	[774, 897, 946, 909]
sudoku-cell: 1	[1251, 1700, 1285, 1727]
editor-email[interactable]: editor@peoplessamachar.co.in	[33, 2149, 193, 2178]
sudoku-cell	[1387, 1754, 1422, 1781]
solution-cell: 8	[1325, 1995, 1358, 2022]
sudoku-cell	[1387, 1673, 1422, 1700]
boxing-body: भारतीय युवा मुक्केबाजी टीम 8 से 15 मार्च तक थाईलैंड की राजधानी बैंकॉक में होने वाले वर्ल्ड बॉक्सिंग फ्यूचर्स कप में भाग लेगी। भारतीय टीम इस प्रतियोगिता में खेलने के लिए गुरुवार को बैंकॉक रवाना हो गई। भारतीय टीम युवा ओलिंपिक भार वर्गों में अपनी चुनौती पेश करेगी जिससे यह टूर्नामेंट युवा ओलिंपिक खेलों के लिए क्वालीफाई करने और उसकी तैयारी के लिए महत्वपूर्ण बन गया है। भारत ने पुरुष और महिला दोनों वर्गों में कुल मिलाकर 10 सदस्यीय टीम उतारी है।	[579, 1632, 743, 1891]
sudoku-cell: 2	[1285, 1808, 1319, 1835]
solution-cell: 6	[1260, 1995, 1292, 2022]
sudoku-cell	[1285, 1889, 1319, 1916]
sudoku-cell: 5	[1422, 1862, 1456, 1889]
tv-title: टीवी टाइम	[214, 135, 265, 155]
solution-cell: 6	[1325, 2211, 1358, 2238]
sudoku-cell	[1251, 1727, 1285, 1754]
photo-caption: नीता अंबानी, अभिनेता रणबीर कपूर, श्लोका अंबानी, आकाश अंबानी और उनके बच्चे मैच देखने पहुंचे।	[214, 595, 844, 612]
finn-story: न्यूजीलैंड ने हमें बुरी तरह हरा दिया : कॉनराड कोलकाता। दक्षिण अफ्रीका के हेड कोच शुकरी कॉनराड ने माना कि उनकी टीम को टी 20 वर्ल्ड कप के सेमीफाइनल में न्यूजीलैंड ने बुरी तरह हरा दिया। अफ्रीका टूर्नामेंट में सात मैचों से बिना हारे नॉकआउट मुकाबले में उतरी थी, लेकिन ओपनर फिन एलन की रिकॉर्ड तोड़ सेंचुरी ने न्यूजीलैंड को जबरदस्त जीत दिलाई। और फाइनल में जगह दिलाई। जब पूछा गया कि क्या दक्षिण अफ्रीका ने एक बार फिर एक अहम नॉकआउट गेम में चोक किया, तो कॉनराड ने इस बात को खारिज कर दिया। एजेंसी कोलकाता editor@peoplessamachar.co.in टी20 विश्व कप में सबसे तेज शतक का रिकॉर्ड बनाने वाले न्यूजीलैंड के विस्फोटक सलामी बल्लेबाज फिन एलन ने कहा कि उन्होंने सेमीफाइनल में दक्षिण अफ्रीका के अजेय अभियान को रोकने के लिए उसकी हर चुनौती का डटकर सामना करने की रणनीति अपनाई थी जिसमें उनकी टीम सफल रही। दक्षिण अफ्रीका टूर्नामेंट की सर्वश्रेष्ठ फॉर्म में चल रही टीम के रूप में सेमीफाइनल में पहुंची थी, क्योंकि वह लगातार सात जीत के साथ प्रतियोगिता में एकमात्र अजेय टीम थी। दक्षिण अफ्रीका ने ग्रुप चरण में न्यूजीलैंड को भी हराया था और सुपर आठ में टूर्नामेंट के मेजबान और प्रबल दावेदार भारत को भी पराजित किया था। लेकिन न्यूजीलैंड ने बुधवार को यहां ईडन गार्डन्स में खेले गए मैच में पिछली बार के उपविजेता को नौ विकेट से हराकर उसे बाहर कर दिया। उसने 43 गेंद शेष रहते जीत हासिल की। केवल 33 गेंद में शतक लगाने वाले एलन ने मैच के बाद संवाददाताओं से कहा, "हमने बस यही उम्मीद की थी कि (कप्तान मिचेल) सैंटनर टॉस जीतें और पहले बल्लेबाजी का फैसला करें, तो यह पहला चरण पूरा हो गया और उसके बाद उसकी चुनौती का डटकर मुकाबला करना था।	[1124, 1121, 1478, 1512]
solution-cell: 2	[1227, 2022, 1259, 2049]
solution-cell: 5	[1325, 2022, 1358, 2049]
solution-cell: 5	[1358, 2049, 1390, 2076]
solution-cell: 4	[1161, 2103, 1194, 2130]
sudoku-cell: 4	[1422, 1835, 1456, 1862]
team2-label: ऑस्ट्रेलिया	[191, 94, 262, 116]
solution-cell: 8	[1358, 2130, 1390, 2157]
editor-email[interactable]: editor@peoplessamachar.co.in	[393, 2120, 569, 2145]
solution-cell: 9	[1325, 2184, 1358, 2211]
batter-row: किशन का जैक्स बो राशिद 39 18 4 2	[774, 911, 940, 923]
dateline: इंदौर, शुक्रवार 06 मार्च 2026	[670, 162, 836, 179]
satvik-chirag-box	[756, 2094, 1113, 2343]
player-name: संजू सैमसन	[412, 949, 496, 975]
how-to-play-label: कैसे खेलें	[1141, 1935, 1206, 1972]
sudoku-cell: 2	[1422, 1673, 1456, 1700]
sudoku-cell	[1285, 1754, 1319, 1781]
solution-cell: 2	[1325, 2049, 1358, 2076]
